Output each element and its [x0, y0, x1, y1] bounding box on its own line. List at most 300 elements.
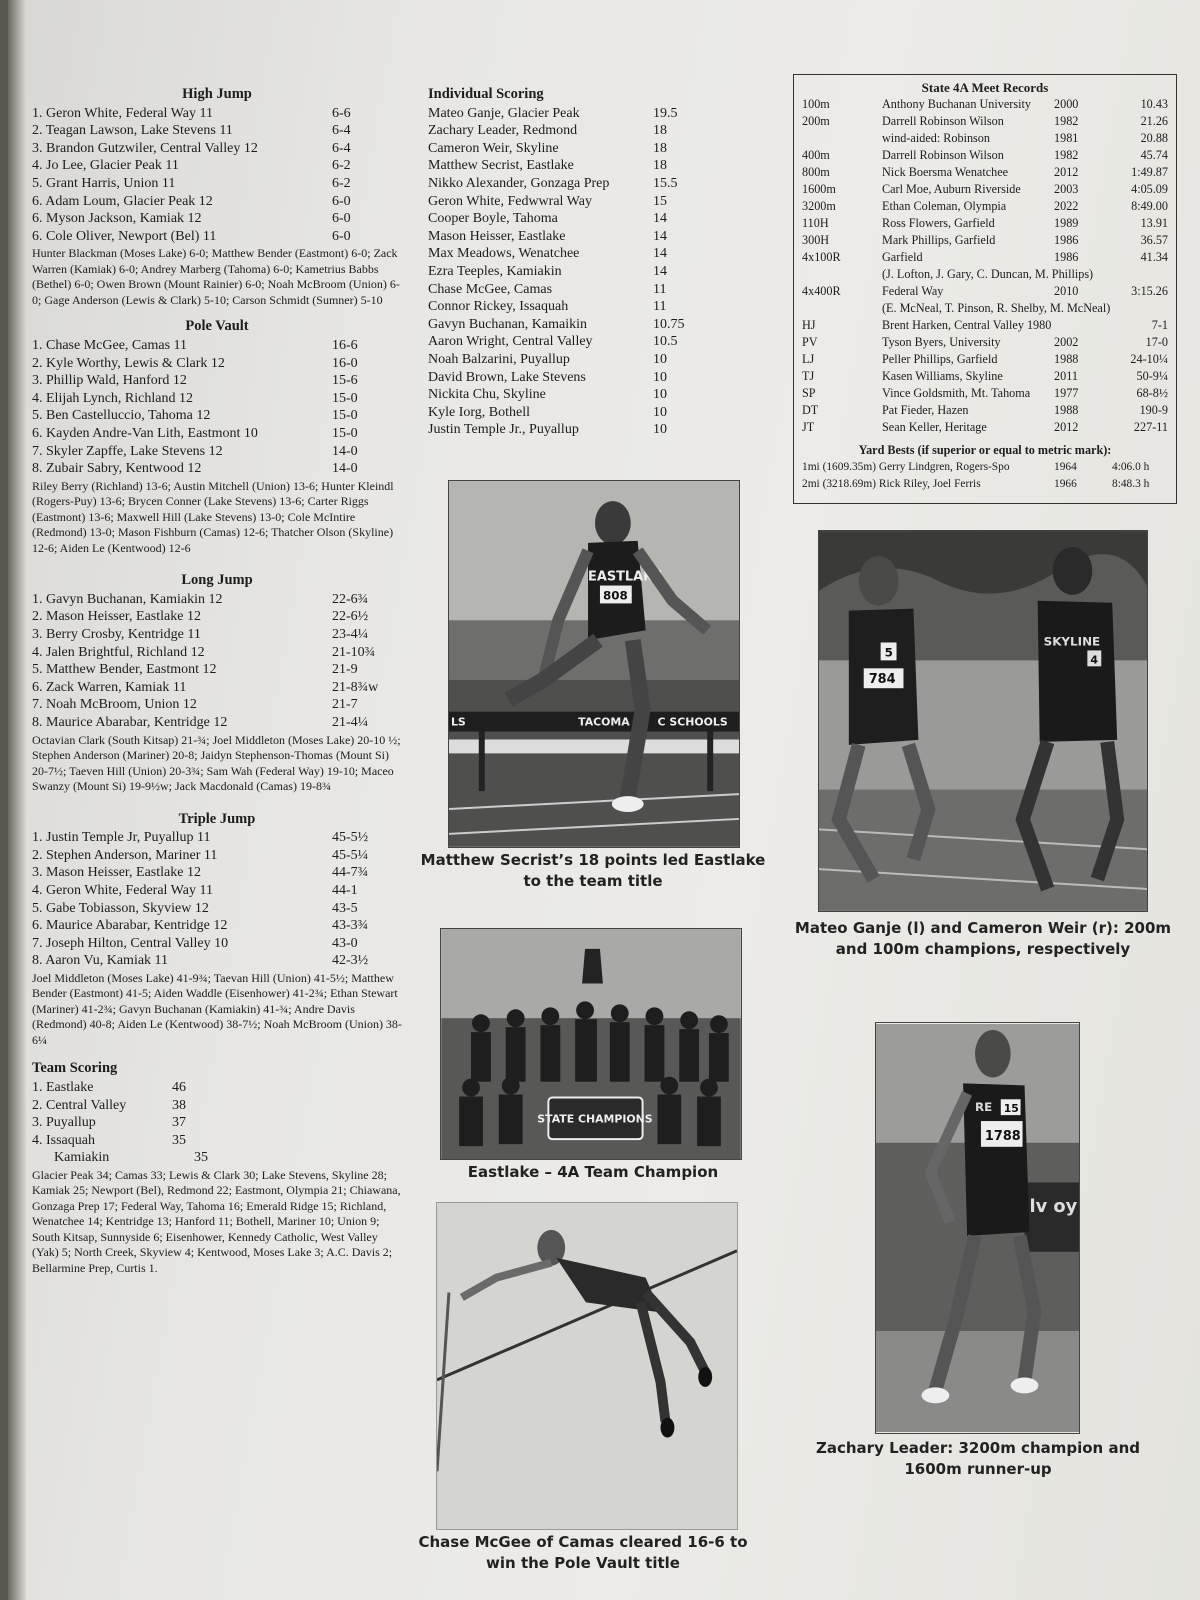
result-name: David Brown, Lake Stevens [428, 369, 586, 385]
result-mark: 43-3¾ [332, 918, 369, 934]
result-mark: 16-0 [332, 355, 358, 371]
high-jump-notes: Hunter Blackman (Moses Lake) 6-0; Matthew Bender (Eastmont) 6-0; Zack Warren (Kamiak) 6-0; Andrey Marberg (Tahoma) 6-0; Kametrius Babbs (Bethel) 6-0; Owen Brown (Mount Rainier) 6-0; Noah McBroom (Union) 6-0; Gage Anderson (Lewis & Clark) 5-10; Carson Schmidt (Sumner) 5-10 [32, 246, 400, 307]
result-mark: 6-4 [332, 140, 351, 156]
result-name: Gavyn Buchanan, Kamaikin [428, 316, 588, 332]
result-row [32, 407, 402, 425]
result-mark: 21-4¼ [332, 714, 369, 730]
ganje-bib-number: 784 [868, 672, 896, 688]
record-row [802, 164, 1168, 181]
result-mark: 23-4¼ [332, 626, 369, 642]
result-mark: 10 [653, 369, 667, 385]
record-event: TJ [802, 369, 815, 383]
result-mark: 15-0 [332, 390, 358, 406]
state-records-box [793, 74, 1177, 504]
record-year: 1982 [1054, 148, 1079, 162]
result-row [428, 386, 698, 404]
result-name: 7. Skyler Zapffe, Lake Stevens 12 [32, 443, 223, 459]
leader-bib-number: 1788 [984, 1128, 1021, 1144]
record-row [802, 96, 1168, 113]
record-mark: 10.43 [1140, 97, 1168, 111]
result-mark: 15-6 [332, 373, 358, 389]
record-row [802, 317, 1168, 334]
result-name: 4. Jalen Brightful, Richland 12 [32, 644, 205, 660]
yearbook-page [8, 0, 1200, 1600]
result-row [32, 157, 402, 175]
record-year: 2003 [1054, 182, 1079, 196]
mcgee-caption: Chase McGee of Camas cleared 16-6 to win the Pole Vault title [418, 1533, 748, 1572]
record-row [802, 130, 1168, 147]
result-name: 4. Geron White, Federal Way 11 [32, 882, 213, 898]
record-event: 400m [802, 148, 830, 162]
result-row [428, 245, 698, 263]
result-name: 1. Geron White, Federal Way 11 [32, 105, 213, 121]
yard-bests-title: Yard Bests (if superior or equal to metric mark): [858, 443, 1112, 457]
record-event: HJ [802, 318, 816, 332]
result-mark: 35 [172, 1132, 186, 1148]
record-row [802, 147, 1168, 164]
individual-scoring-title: Individual Scoring [428, 86, 544, 102]
result-row [428, 122, 698, 140]
result-mark: 46 [172, 1079, 186, 1095]
high-jump-results [32, 105, 402, 246]
record-event: 3200m [802, 199, 836, 213]
result-row [32, 337, 402, 355]
distance-runner-illustration [876, 1023, 1079, 1433]
result-name: 8. Maurice Abarabar, Kentridge 12 [32, 714, 228, 730]
result-name: 5. Grant Harris, Union 11 [32, 175, 176, 191]
result-name: Geron White, Fedwwral Way [428, 193, 592, 209]
record-row [802, 385, 1168, 402]
result-row [428, 369, 698, 387]
record-event [802, 130, 882, 147]
records-track-rows [802, 96, 1168, 266]
record-event: 110H [802, 216, 829, 230]
yard-best-year: 1964 [1054, 461, 1077, 473]
result-name: 3. Mason Heisser, Eastlake 12 [32, 865, 201, 881]
result-name: 2. Teagan Lawson, Lake Stevens 11 [32, 123, 233, 139]
triple-jump-notes: Joel Middleton (Moses Lake) 41-9¾; Taevan Hill (Union) 41-5½; Matthew Bender (Eastmont) 41-5; Aiden Waddle (Eisenhower) 41-2¾; Ethan Stewart (Mariner) 41-2¾; Gavyn Buchanan (Kamiakin) 41-¾; Andre Davis (Redmond) 40-8; Aiden Le (Kentwood) 38-7½; Noah McBroom (Union) 38-6¼ [32, 970, 402, 1047]
high-jump-title: High Jump [182, 86, 252, 102]
result-name: Mason Heisser, Eastlake [428, 228, 566, 244]
secrist-bib-number: 808 [602, 588, 628, 603]
pole-vault-notes: Riley Berry (Richland) 13-6; Austin Mitchell (Union) 13-6; Hunter Kleindl (Rogers-Puy) 13-6; Brycen Conner (Lake Stevens) 13-6; Carter Riggs (Eastmont) 13-6; Maxwell Hill (Lake Stevens) 13-0; Cole McIntire (Redmond) 13-0; Mason Fishburn (Camas) 12-6; Thatcher Olson (Skyline) 12-6; Aiden Le (Kentwood) 12-6 [32, 478, 394, 555]
result-mark: 15.5 [653, 175, 678, 191]
result-row [32, 696, 402, 714]
result-row [428, 421, 698, 439]
result-row [32, 626, 402, 644]
result-name: 7. Joseph Hilton, Central Valley 10 [32, 935, 229, 951]
result-mark: 14 [653, 228, 667, 244]
result-name: Aaron Wright, Central Valley [428, 334, 593, 350]
record-mark: 190-9 [1139, 403, 1168, 417]
result-name: 2. Central Valley [32, 1097, 127, 1113]
ganje-hip-number: 5 [884, 645, 893, 660]
result-mark: 6-6 [332, 105, 351, 121]
result-row [32, 140, 402, 158]
result-name: Matthew Secrist, Eastlake [428, 158, 574, 174]
relay400-members: (E. McNeal, T. Pinson, R. Shelby, M. McNeal) [882, 301, 1111, 315]
result-mark: 10 [653, 387, 667, 403]
result-name: 3. Brandon Gutzwiler, Central Valley 12 [32, 140, 258, 156]
record-mark: 20.88 [1140, 131, 1168, 145]
result-row [32, 644, 402, 662]
result-row [32, 952, 402, 970]
result-name: 3. Berry Crosby, Kentridge 11 [32, 626, 201, 642]
hurdle-banner-text-2: C SCHOOLS [657, 715, 728, 729]
relay100-members: (J. Lofton, J. Gary, C. Duncan, M. Phillips) [882, 267, 1094, 281]
yard-best-mark: 4:06.0 h [1112, 461, 1150, 473]
result-mark: 18 [653, 123, 667, 139]
result-row [32, 175, 402, 193]
secrist-caption: Matthew Secrist’s 18 points led Eastlake to the team title [420, 851, 766, 890]
record-mark: 7-1 [1151, 318, 1168, 332]
result-row [32, 608, 402, 626]
result-row [32, 864, 402, 882]
sprinters-caption: Mateo Ganje (l) and Cameron Weir (r): 200m and 100m champions, respectively [794, 919, 1172, 958]
hurdle-sign-text: LS [450, 715, 466, 729]
sprinters-illustration [819, 531, 1147, 911]
record-event: 100m [802, 97, 830, 111]
result-row [32, 935, 402, 953]
record-mark: 24-10¼ [1130, 352, 1168, 366]
result-row [428, 404, 698, 422]
result-name: 4. Elijah Lynch, Richland 12 [32, 390, 193, 406]
result-mark: 45-5¼ [332, 847, 369, 863]
result-row [32, 443, 402, 461]
result-row [32, 1097, 402, 1115]
left-results-column [32, 86, 402, 1276]
record-year: 2012 [1054, 165, 1079, 179]
record-who: Vince Goldsmith, Mt. Tahoma [882, 386, 1031, 400]
result-mark: 6-2 [332, 175, 351, 191]
result-name: 6. Adam Loum, Glacier Peak 12 [32, 193, 213, 209]
result-mark: 6-0 [332, 211, 351, 227]
record-event: 800m [802, 165, 830, 179]
result-name: Max Meadows, Wenatchee [428, 246, 580, 262]
result-mark: 21-7 [332, 697, 358, 713]
result-mark: 6-0 [332, 193, 351, 209]
record-year: 2000 [1054, 97, 1079, 111]
result-row [32, 122, 402, 140]
record-who: Nick Boersma Wenatchee [882, 165, 1009, 179]
record-who: Anthony Buchanan University [882, 97, 1031, 111]
record-year: 1988 [1054, 352, 1079, 366]
result-name: 3. Phillip Wald, Hanford 12 [32, 373, 187, 389]
record-event: 4x100R [802, 250, 841, 264]
result-mark: 14 [653, 263, 667, 279]
result-mark: 10 [653, 404, 667, 420]
result-name: Nikko Alexander, Gonzaga Prep [428, 175, 610, 191]
result-row [428, 193, 698, 211]
record-year: 1986 [1054, 233, 1079, 247]
result-row [32, 1149, 402, 1167]
result-row [32, 882, 402, 900]
record-mark: 68-8½ [1136, 386, 1168, 400]
result-mark: 21-9 [332, 662, 358, 678]
result-name: Noah Balzarini, Puyallup [428, 351, 570, 367]
record-who: Darrell Robinson Wilson [882, 114, 1004, 128]
result-mark: 15 [653, 193, 667, 209]
result-mark: 42-3½ [332, 953, 369, 969]
result-row [428, 316, 698, 334]
record-row [802, 215, 1168, 232]
record-year: 2012 [1054, 420, 1079, 434]
long-jump-title: Long Jump [181, 572, 253, 589]
result-row [428, 351, 698, 369]
record-mark: 45.74 [1140, 148, 1168, 162]
result-row [32, 390, 402, 408]
result-row [32, 847, 402, 865]
record-year: 1988 [1054, 403, 1079, 417]
result-name: Justin Temple Jr., Puyallup [428, 422, 579, 438]
record-event: 300H [802, 233, 830, 247]
result-mark: 6-4 [332, 123, 351, 139]
record-mark: 8:49.00 [1131, 199, 1168, 213]
result-name: Nickita Chu, Skyline [428, 387, 546, 403]
record-mark: 1:49.87 [1131, 165, 1168, 179]
triple-jump-results [32, 829, 402, 970]
result-name: 1. Gavyn Buchanan, Kamiakin 12 [32, 591, 223, 607]
record-row [802, 351, 1168, 368]
pole-vault-title: Pole Vault [185, 318, 249, 335]
record-who: Ross Flowers, Garfield [882, 216, 995, 230]
result-row [428, 210, 698, 228]
result-name: 6. Zack Warren, Kamiak 11 [32, 679, 187, 695]
result-name: 6. Maurice Abarabar, Kentridge 12 [32, 918, 228, 934]
record-who: Kasen Williams, Skyline [882, 369, 1003, 383]
record-row [802, 113, 1168, 130]
record-who: Darrell Robinson Wilson [882, 148, 1004, 162]
leader-hip-number: 15 [1003, 1102, 1019, 1116]
result-name: Connor Rickey, Issaquah [428, 299, 569, 315]
result-name: 2. Stephen Anderson, Mariner 11 [32, 847, 218, 863]
result-mark: 15-0 [332, 425, 358, 441]
team-scoring-title: Team Scoring [32, 1060, 118, 1077]
result-mark: 15-0 [332, 408, 358, 424]
result-mark: 10.75 [653, 316, 685, 332]
result-name: 8. Aaron Vu, Kamiak 11 [32, 953, 169, 969]
result-name: 3. Puyallup [32, 1115, 96, 1131]
result-mark: 22-6¾ [332, 591, 369, 607]
record-row [802, 419, 1168, 436]
yard-best-year: 1966 [1054, 478, 1077, 490]
record-year: 2022 [1054, 199, 1079, 213]
result-row [32, 228, 402, 246]
result-mark: 11 [653, 281, 667, 297]
result-name: 1. Chase McGee, Camas 11 [32, 337, 187, 353]
record-event: LJ [802, 352, 815, 366]
result-name: 1. Eastlake [32, 1079, 94, 1095]
result-name: Kyle Iorg, Bothell [428, 404, 531, 420]
record-year: 2002 [1054, 335, 1079, 349]
result-name: 5. Matthew Bender, Eastmont 12 [32, 662, 217, 678]
result-row [32, 1132, 402, 1150]
record-mark: 21.26 [1140, 114, 1168, 128]
result-mark: 11 [653, 299, 667, 315]
record-event: 200m [802, 114, 830, 128]
result-row [32, 679, 402, 697]
sprinters-photo [818, 530, 1148, 912]
result-row [428, 298, 698, 316]
records-title: State 4A Meet Records [921, 80, 1049, 95]
individual-scoring-column [428, 86, 698, 439]
result-mark: 43-5 [332, 900, 358, 916]
leader-photo [875, 1022, 1080, 1434]
result-name: 2. Mason Heisser, Eastlake 12 [32, 609, 201, 625]
record-year: 1982 [1054, 114, 1079, 128]
record-row [802, 402, 1168, 419]
result-mark: 14 [653, 211, 667, 227]
record-event: JT [802, 420, 815, 434]
result-row [428, 263, 698, 281]
team-champion-photo [440, 928, 742, 1160]
mcgee-pole-vault-photo [436, 1202, 738, 1530]
record-mark: 36.57 [1140, 233, 1168, 247]
page-spine [8, 0, 26, 1600]
yard-bests-rows [802, 459, 1168, 493]
result-name: Chase McGee, Camas [428, 281, 553, 297]
result-name: 8. Zubair Sabry, Kentwood 12 [32, 461, 202, 477]
result-mark: 6-2 [332, 158, 351, 174]
result-mark: 22-6½ [332, 609, 369, 625]
result-mark: 14 [653, 246, 667, 262]
result-name: 6. Myson Jackson, Kamiak 12 [32, 211, 202, 227]
record-event: SP [802, 386, 816, 400]
result-row [32, 661, 402, 679]
result-name: Cooper Boyle, Tahoma [428, 211, 558, 227]
result-row [32, 1079, 402, 1097]
record-who: Mark Phillips, Garfield [882, 233, 996, 247]
result-mark: 10.5 [653, 334, 678, 350]
team-scoring-notes: Glacier Peak 34; Camas 33; Lewis & Clark 30; Lake Stevens, Skyline 28; Kamiak 25; Newport (Bel), Redmond 22; Eastmont, Olympia 21; Chiawana, Gonzaga Prep 17; Federal Way, Tahoma 16; Emerald Ridge 15; Richland, Wenatchee 14; Kentridge 13; Hanford 11; Bothell, Mariner 10; Union 9; South Kitsap, Sunnyside 6; Eisenhower, Kennedy Catholic, West Valley (Yak) 5; North Creek, Skyview 4; Kentwood, Moses Lake 3; A.C. Davis 2; Bellarmine Prep, Curtis 1. [32, 1167, 401, 1275]
leader-jersey-text: RE [975, 1100, 993, 1115]
record-row [802, 368, 1168, 385]
result-row [32, 1114, 402, 1132]
team-illustration [441, 929, 741, 1159]
result-row [32, 591, 402, 609]
result-mark: 44-7¾ [332, 865, 369, 881]
long-jump-results [32, 591, 402, 732]
yard-best-event-who: 2mi (3218.69m) Rick Riley, Joel Ferris [802, 478, 981, 490]
result-name: 1. Justin Temple Jr, Puyallup 11 [32, 830, 211, 846]
result-row [428, 175, 698, 193]
leader-caption: Zachary Leader: 3200m champion and 1600m runner-up [815, 1439, 1141, 1478]
record-mark: 41.34 [1140, 250, 1168, 264]
result-row [32, 355, 402, 373]
result-mark: 35 [194, 1150, 208, 1166]
team-scoring-results [32, 1079, 402, 1167]
record-who: Peller Phillips, Garfield [882, 352, 998, 366]
result-row [428, 333, 698, 351]
weir-jersey-text: SKYLINE [1043, 634, 1101, 649]
record-year: 1981 [1054, 131, 1079, 145]
individual-scoring-list [428, 105, 698, 439]
result-name: Kamiakin [54, 1150, 110, 1166]
result-mark: 43-0 [332, 935, 358, 951]
result-mark: 19.5 [653, 105, 678, 121]
result-name: 7. Noah McBroom, Union 12 [32, 697, 197, 713]
record-year: 1986 [1054, 250, 1079, 264]
result-row [428, 281, 698, 299]
vaulter-illustration [437, 1203, 737, 1529]
result-name: 5. Gabe Tobiasson, Skyview 12 [32, 900, 209, 916]
record-year: 1989 [1054, 216, 1079, 230]
result-name: 5. Ben Castelluccio, Tahoma 12 [32, 408, 211, 424]
result-row [428, 105, 698, 123]
result-mark: 21-10¾ [332, 644, 376, 660]
record-row: 4x400R Federal Way 2010 3:15.26 [802, 284, 1168, 298]
result-mark: 21-8¾w [332, 679, 379, 695]
result-row [428, 157, 698, 175]
result-row [428, 140, 698, 158]
result-row [32, 193, 402, 211]
result-mark: 10 [653, 422, 667, 438]
state-champions-banner-text: STATE CHAMPIONS [537, 1112, 653, 1126]
result-row [32, 917, 402, 935]
record-row [802, 198, 1168, 215]
hurdler-illustration [449, 481, 739, 847]
record-mark: 227-11 [1133, 420, 1168, 434]
result-name: 2. Kyle Worthy, Lewis & Clark 12 [32, 355, 225, 371]
weir-hip-number: 4 [1090, 653, 1098, 667]
result-row [32, 372, 402, 390]
record-who: Garfield [882, 250, 923, 264]
result-name: Ezra Teeples, Kamiakin [428, 263, 562, 279]
result-row [32, 425, 402, 443]
eastlake-jersey-text: EASTLAKE [588, 569, 662, 585]
pole-vault-results [32, 337, 402, 478]
result-row [32, 714, 402, 732]
result-name: 4. Issaquah [32, 1132, 95, 1148]
result-mark: 10 [653, 351, 667, 367]
record-mark: 17-0 [1145, 335, 1168, 349]
record-who: wind-aided: Robinson [882, 131, 990, 145]
record-who: Carl Moe, Auburn Riverside [882, 182, 1021, 196]
record-event: PV [802, 335, 818, 349]
record-year: 1977 [1054, 386, 1079, 400]
record-mark: 4:05.09 [1131, 182, 1168, 196]
hurdle-banner-text: TACOMA [578, 715, 630, 729]
result-row [32, 210, 402, 228]
result-row [32, 829, 402, 847]
record-row [802, 181, 1168, 198]
result-name: Zachary Leader, Redmond [428, 123, 578, 139]
yard-best-row [802, 459, 1168, 476]
result-mark: 44-1 [332, 882, 358, 898]
result-name: 6. Cole Oliver, Newport (Bel) 11 [32, 228, 217, 244]
record-mark: 13.91 [1140, 216, 1168, 230]
record-row [802, 249, 1168, 266]
records-field-rows [802, 317, 1168, 436]
result-mark: 18 [653, 158, 667, 174]
result-name: Mateo Ganje, Glacier Peak [428, 105, 580, 121]
long-jump-notes: Octavian Clark (South Kitsap) 21-¾; Joel Middleton (Moses Lake) 20-10 ½; Stephen Anderson (Mariner) 20-8; Jaidyn Stephenson-Thomas (Mount Si) 20-7½; Taeven Hill (Union) 20-3¾; Sam Wah (Federal Way) 19-10; Maceo Swanzy (Mount Si) 19-9½w; Jack Macdonald (Camas) 19-8¾ [32, 732, 401, 794]
result-mark: 18 [653, 140, 667, 156]
result-mark: 37 [172, 1115, 186, 1131]
record-mark: 50-9¼ [1136, 369, 1168, 383]
team-caption: Eastlake – 4A Team Champion [467, 1163, 719, 1181]
result-mark: 14-0 [332, 461, 358, 477]
result-row [428, 228, 698, 246]
record-who: Sean Keller, Heritage [882, 420, 987, 434]
record-who: Tyson Byers, University [882, 335, 1001, 349]
result-name: 6. Kayden Andre-Van Lith, Eastmont 10 [32, 425, 258, 441]
record-row [802, 232, 1168, 249]
secrist-hurdle-photo [448, 480, 740, 848]
result-row [32, 460, 402, 478]
record-who: Brent Harken, Central Valley 1980 [882, 318, 1052, 332]
result-mark: 6-0 [332, 228, 351, 244]
